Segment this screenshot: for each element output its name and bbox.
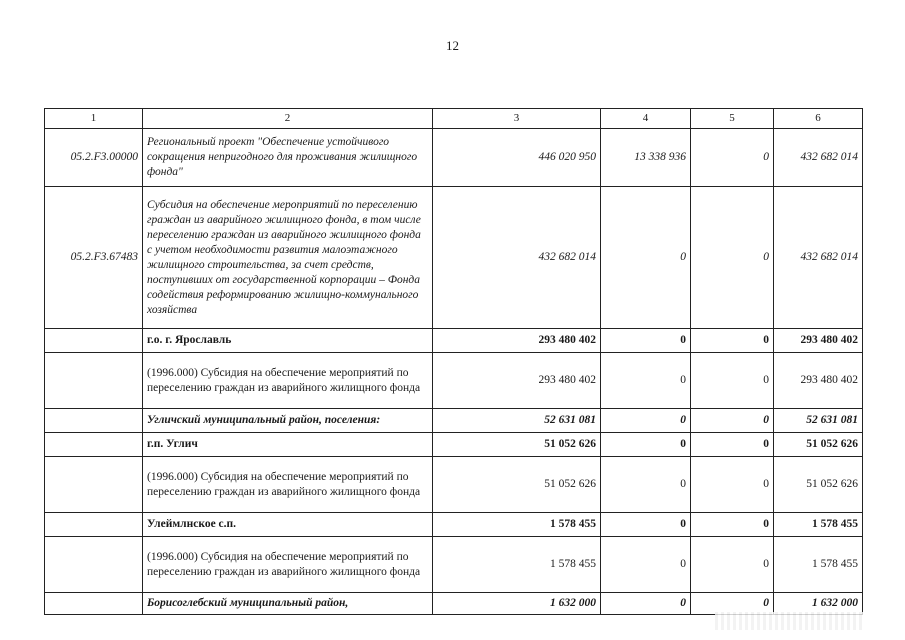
column-header: 2: [143, 109, 433, 129]
row-value-col4: 0: [601, 593, 691, 615]
row-value-col5: 0: [691, 537, 774, 593]
row-code-cell: [45, 433, 143, 457]
scan-stamp: [715, 612, 865, 630]
table-row: [45, 433, 863, 457]
row-value-col4: 0: [601, 353, 691, 409]
row-code-cell: [45, 593, 143, 615]
table-row: [45, 329, 863, 353]
column-header: 1: [45, 109, 143, 129]
row-value-col6: 52 631 081: [774, 409, 863, 433]
row-value-col4: 0: [601, 457, 691, 513]
row-value-col5: 0: [691, 353, 774, 409]
row-value-col4: 0: [601, 433, 691, 457]
row-name-cell: Угличский муниципальный район, поселения:: [143, 409, 433, 433]
table-row: [45, 513, 863, 537]
row-value-col5: 0: [691, 329, 774, 353]
row-code-cell: [45, 513, 143, 537]
table-row: [45, 353, 863, 409]
row-value-col6: 432 682 014: [774, 129, 863, 187]
row-value-col3: 293 480 402: [433, 353, 601, 409]
row-value-col5: 0: [691, 129, 774, 187]
row-value-col4: 0: [601, 409, 691, 433]
row-value-col3: 1 632 000: [433, 593, 601, 615]
row-value-col3: 51 052 626: [433, 433, 601, 457]
row-name-cell: (1996.000) Субсидия на обеспечение мероприятий по переселению граждан из аварийного жилищного фонда: [143, 537, 433, 593]
row-value-col6: 51 052 626: [774, 457, 863, 513]
column-header-row: [45, 109, 863, 129]
row-value-col3: 1 578 455: [433, 513, 601, 537]
row-value-col3: 1 578 455: [433, 537, 601, 593]
row-value-col5: 0: [691, 409, 774, 433]
row-code-cell: [45, 457, 143, 513]
row-value-col3: 51 052 626: [433, 457, 601, 513]
row-name-cell: Улеймлнское с.п.: [143, 513, 433, 537]
row-value-col4: 0: [601, 537, 691, 593]
row-value-col3: 293 480 402: [433, 329, 601, 353]
row-name-cell: г.п. Углич: [143, 433, 433, 457]
row-value-col6: 293 480 402: [774, 329, 863, 353]
row-value-col4: 0: [601, 329, 691, 353]
row-value-col4: 0: [601, 513, 691, 537]
row-value-col6: 293 480 402: [774, 353, 863, 409]
row-name-cell: г.о. г. Ярославль: [143, 329, 433, 353]
row-name-cell: Региональный проект "Обеспечение устойчивого сокращения непригодного для проживания жилищного фонда": [143, 129, 433, 187]
row-value-col3: 446 020 950: [433, 129, 601, 187]
page-number: 12: [446, 38, 459, 53]
row-value-col5: 0: [691, 593, 774, 615]
row-value-col3: 432 682 014: [433, 187, 601, 329]
row-code-cell: [45, 409, 143, 433]
table-row: [45, 187, 863, 329]
column-header: 6: [774, 109, 863, 129]
row-value-col5: 0: [691, 433, 774, 457]
row-code-cell: 05.2.F3.00000: [45, 129, 143, 187]
column-header: 3: [433, 109, 601, 129]
table-row: [45, 409, 863, 433]
row-value-col3: 52 631 081: [433, 409, 601, 433]
row-value-col6: 1 578 455: [774, 537, 863, 593]
row-name-cell: Борисоглебский муниципальный район,: [143, 593, 433, 615]
column-header: 4: [601, 109, 691, 129]
row-code-cell: 05.2.F3.67483: [45, 187, 143, 329]
row-value-col6: 1 632 000: [774, 593, 863, 615]
row-name-cell: (1996.000) Субсидия на обеспечение мероприятий по переселению граждан из аварийного жилищного фонда: [143, 353, 433, 409]
row-value-col5: 0: [691, 457, 774, 513]
column-header: 5: [691, 109, 774, 129]
row-value-col6: 51 052 626: [774, 433, 863, 457]
table-row: [45, 537, 863, 593]
row-name-cell: (1996.000) Субсидия на обеспечение мероприятий по переселению граждан из аварийного жилищного фонда: [143, 457, 433, 513]
row-value-col4: 13 338 936: [601, 129, 691, 187]
row-code-cell: [45, 329, 143, 353]
row-value-col4: 0: [601, 187, 691, 329]
budget-table: [44, 108, 863, 615]
row-code-cell: [45, 537, 143, 593]
row-name-cell: Субсидия на обеспечение мероприятий по переселению граждан из аварийного жилищного фонда, в том числе переселению граждан из аварийного жилищного фонда с учетом необходимости развития малоэтажного жилищного строительства, за счет средств, поступивших от государственной корпорации – Фонда содействия реформированию жилищно-коммунального хозяйства: [143, 187, 433, 329]
row-code-cell: [45, 353, 143, 409]
row-value-col5: 0: [691, 513, 774, 537]
table-row: [45, 457, 863, 513]
table-row: [45, 129, 863, 187]
row-value-col6: 432 682 014: [774, 187, 863, 329]
row-value-col6: 1 578 455: [774, 513, 863, 537]
row-value-col5: 0: [691, 187, 774, 329]
